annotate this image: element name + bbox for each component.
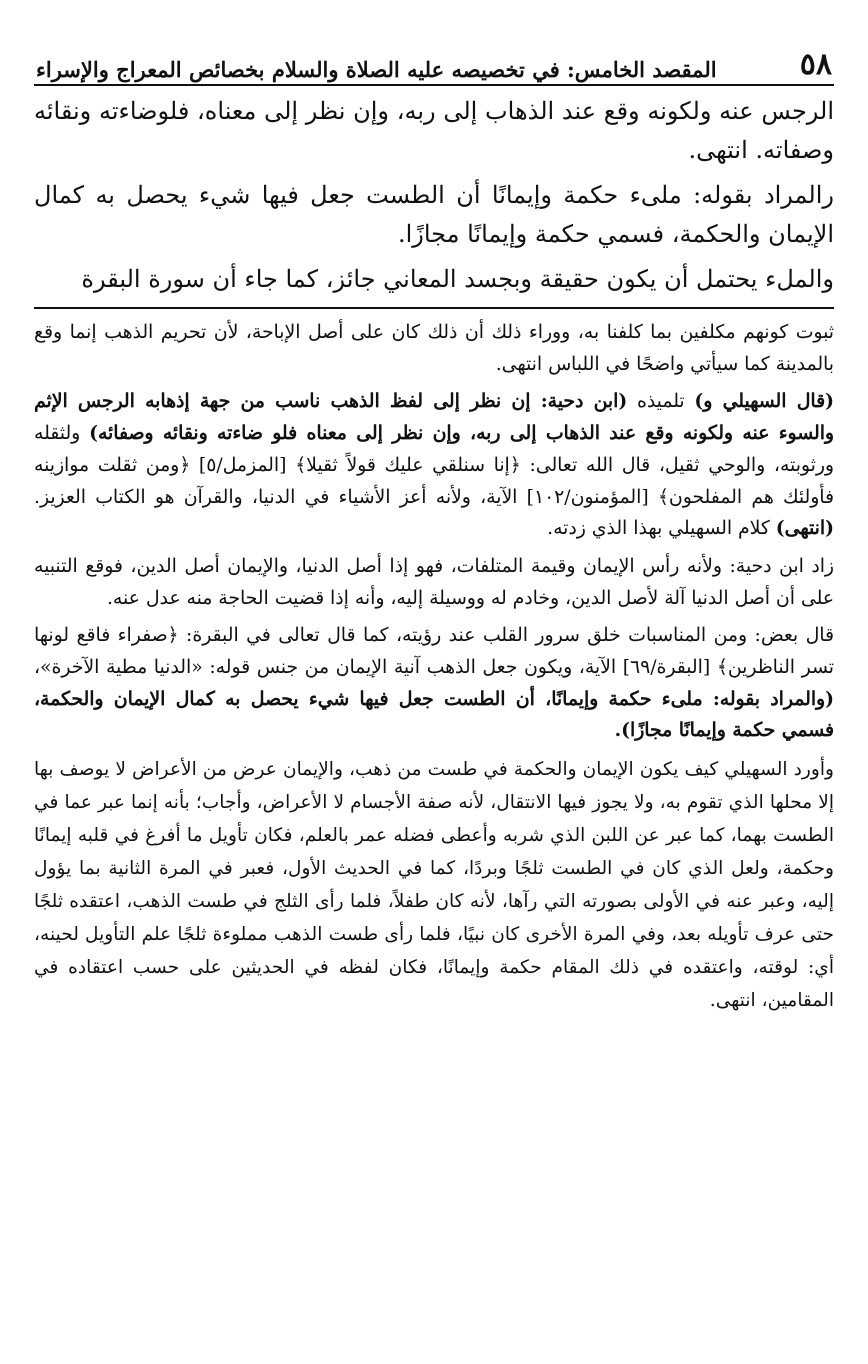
bold-quote: (والمراد بقوله: ملىء حكمة وإيمانًا، أن الطست جعل فيها شيء يحصل به كمال الإيمان والحكمة، فسمي حكمة وإيمانًا مجازًا).: [34, 687, 834, 742]
bold-quote: (ابن دحية: إن نظر إلى لفظ الذهب ناسب من جهة إذهابه الرجس الإثم والسوء عنه ولكونه وقع عند الذهاب إلى ربه، وإن نظر إلى معناه فلو ضاءته ونقائه وصفائه): [34, 390, 835, 445]
footnote-paragraph: [34, 620, 834, 747]
commentary-paragraph: رالمراد بقوله: ملىء حكمة وإيمانًا أن الطست جعل فيها شيء يحصل به كمال الإيمان والحكمة، فسمي حكمة وإيمانًا مجازًا.: [34, 181, 834, 248]
page-header: [34, 34, 834, 86]
footnote-text: [34, 317, 834, 1017]
plain-text: قال بعض: ومن المناسبات خلق سرور القلب عند رؤيته، كما قال تعالى في البقرة: ﴿صفراء فاقع لونها تسر الناظرين﴾ [البقرة/٦٩] الآية، ويكون جعل الذهب آنية الإيمان من جنس قوله: «الدنيا مطية الآخرة»،: [34, 625, 835, 679]
plain-text: ولثقله ورثوبته، والوحي ثقيل، قال الله تعالى: ﴿إنا سنلقي عليك قولاً ثقيلا﴾ [المزمل/٥] ﴿ومن ثقلت موازينه فأولئك هم المفلحون﴾ [المؤمنون/١٠٢] الآية، ولأنه أعز الأشياء في الدنيا، والقرآن هو الكتاب العزيز.: [34, 423, 834, 508]
plain-text: تلميذه: [627, 391, 695, 413]
book-page: [34, 34, 834, 1023]
commentary-text: [34, 92, 834, 299]
bold-quote: (انتهى): [775, 517, 834, 540]
footnote-paragraph: زاد ابن دحية: ولأنه رأس الإيمان وقيمة المتلفات، فهو إذا أصل الدنيا، والإيمان أصل الدين، فوقع التنبيه على أن أصل الدنيا آلة لأصل الدين، وخادم له ووسيلة إليه، وأنه إذا قضيت الحاجة منه عدل عنه.: [34, 555, 834, 609]
commentary-paragraph: الرجس عنه ولكونه وقع عند الذهاب إلى ربه، وإن نظر إلى معناه، فلوضاءته ونقائه وصفاته. انتهى.: [34, 97, 834, 164]
footnote-paragraph: وأورد السهيلي كيف يكون الإيمان والحكمة في طست من ذهب، والإيمان عرض من الأعراض لا يوصف بها إلا محلها الذي تقوم به، ولا يجوز فيها الانتقال، لأنه صفة الأجسام لا الأعراض، وأجاب؛ بأنه إنما عبر عما في الطست بهما، كما عبر عن اللبن الذي شربه وأعطى فضله عمر بالعلم، فكان تأويل ما أفرغ في قلبه إيمانًا وحكمة، ولعل الذي كان في الطست ثلجًا وبردًا، كما في الحديث الأول، فعبر في المرة الثانية بما يؤول إليه، وعبر عنه في الأولى بصورته التي رآها، لأنه كان طفلاً، فلما رأى الثلج في طست الذهب، اعتقده ثلجًا حتى عرف تأويله بعد، وفي المرة الأخرى كان نبيًا، فلما رأى طست الذهب مملوءة ثلجًا علم التأويل لحينه، أي: لوقته، واعتقده في ذلك المقام حكمة وإيمانًا، فكان لفظه في الحديثين على حسب اعتقاده في المقامين، انتهى.: [34, 759, 834, 1012]
running-title: المقصد الخامس: في تخصيصه عليه الصلاة والسلام بخصائص المعراج والإسراء: [36, 57, 717, 82]
plain-text: كلام السهيلي بهذا الذي زدته.: [547, 518, 776, 540]
footnote-paragraph: ثبوت كونهم مكلفين بما كلفنا به، ووراء ذلك أن ذلك كان على أصل الإباحة، لأن تحريم الذهب إنما وقع بالمدينة كما سيأتي واضحًا في اللباس انتهى.: [34, 322, 834, 375]
bold-quote: (قال السهيلي و): [694, 390, 834, 413]
separator-rule: [34, 307, 834, 309]
footnote-paragraph: [34, 386, 834, 545]
page-number: ٥٨: [799, 47, 832, 82]
commentary-paragraph: والملء يحتمل أن يكون حقيقة وبجسد المعاني جائز، كما جاء أن سورة البقرة: [81, 265, 834, 293]
